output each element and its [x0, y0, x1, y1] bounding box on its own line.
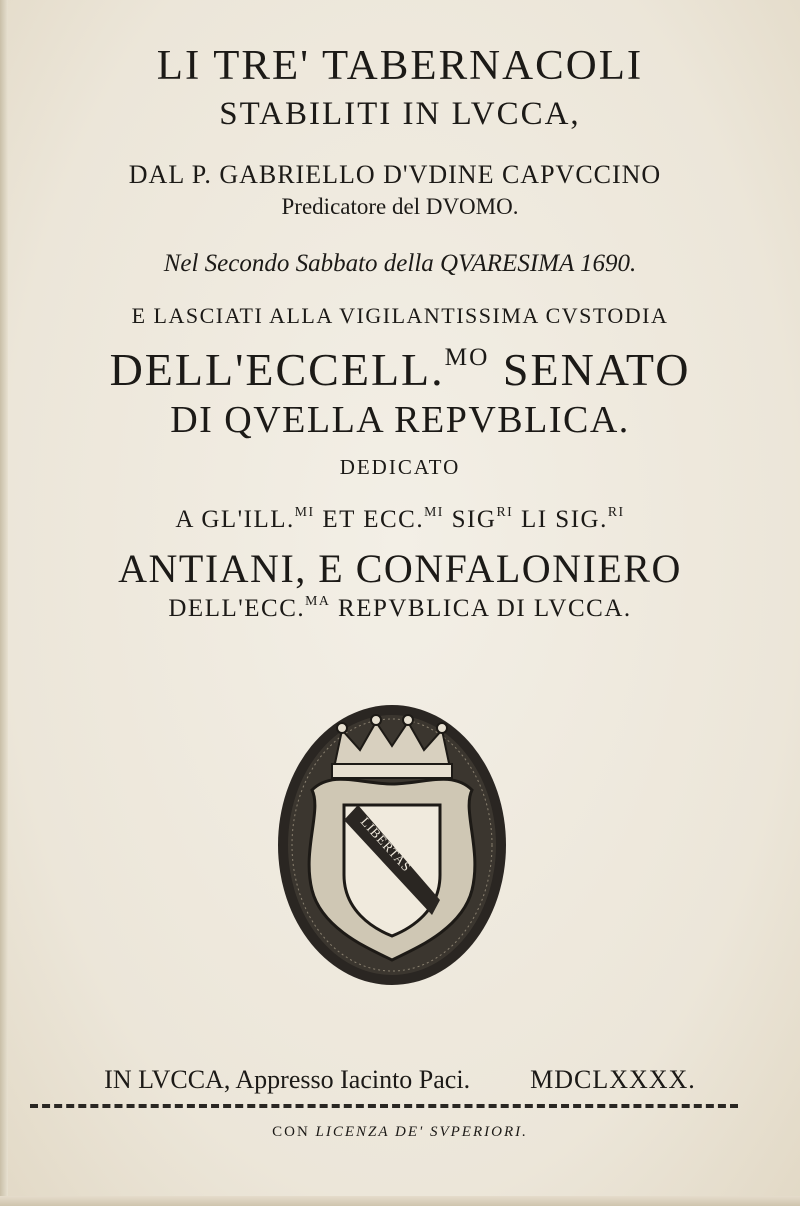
superscript: MI: [424, 504, 444, 519]
superscript: RI: [496, 504, 514, 519]
dedicatees-line: ANTIANI, E CONFALONIERO: [118, 546, 682, 591]
page-bottom-edge: [0, 1196, 800, 1206]
imprint-place-printer: IN LVCCA, Appresso Iacinto Paci.: [104, 1065, 471, 1094]
dedication-part: ET ECC.: [314, 506, 425, 533]
license-line: [0, 1124, 800, 1141]
emblem-motto: LIBERTAS: [357, 813, 415, 875]
author-role: Predicatore del DVOMO.: [281, 194, 519, 219]
dedication-heading: DEDICATO: [339, 455, 461, 479]
senate-text-rest: SENATO: [489, 344, 691, 396]
republic-line: DI QVELLA REPVBLICA.: [170, 399, 630, 441]
license-con: CON: [272, 1124, 310, 1140]
dedication-part: DELL'ECC.: [168, 595, 306, 622]
dedication-part: LI SIG.: [513, 506, 608, 533]
senate-line: [0, 343, 800, 396]
dedication-part: A GL'ILL.: [175, 506, 295, 533]
dedication-part: SIG: [443, 506, 497, 533]
superscript: MI: [294, 504, 315, 519]
dedicatees-republic: [0, 593, 800, 623]
imprint-line: [0, 1065, 800, 1095]
license-text: LICENZA DE' SVPERIORI.: [315, 1124, 528, 1140]
author-line: DAL P. GABRIELLO D'VDINE CAPVCCINO: [128, 160, 662, 189]
custody-line: E LASCIATI ALLA VIGILANTISSIMA CVSTODIA: [131, 303, 669, 328]
superscript: RI: [607, 504, 625, 519]
dedication-line: [0, 504, 800, 534]
superscript: MA: [305, 593, 331, 608]
imprint-year: MDCLXXXX.: [530, 1065, 696, 1094]
title-line-1: LI TRE' TABERNACOLI: [156, 43, 644, 89]
lucca-coat-of-arms-emblem: [272, 700, 512, 990]
occasion-line: Nel Secondo Sabbato della QVARESIMA 1690.: [163, 250, 637, 277]
senate-text: DELL'ECCELL.: [109, 344, 445, 396]
dedication-part: REPVBLICA DI LVCCA.: [330, 595, 632, 622]
title-line-2: STABILITI IN LVCCA,: [219, 96, 581, 132]
imprint-rule: [30, 1104, 738, 1113]
superscript: MO: [444, 343, 490, 371]
